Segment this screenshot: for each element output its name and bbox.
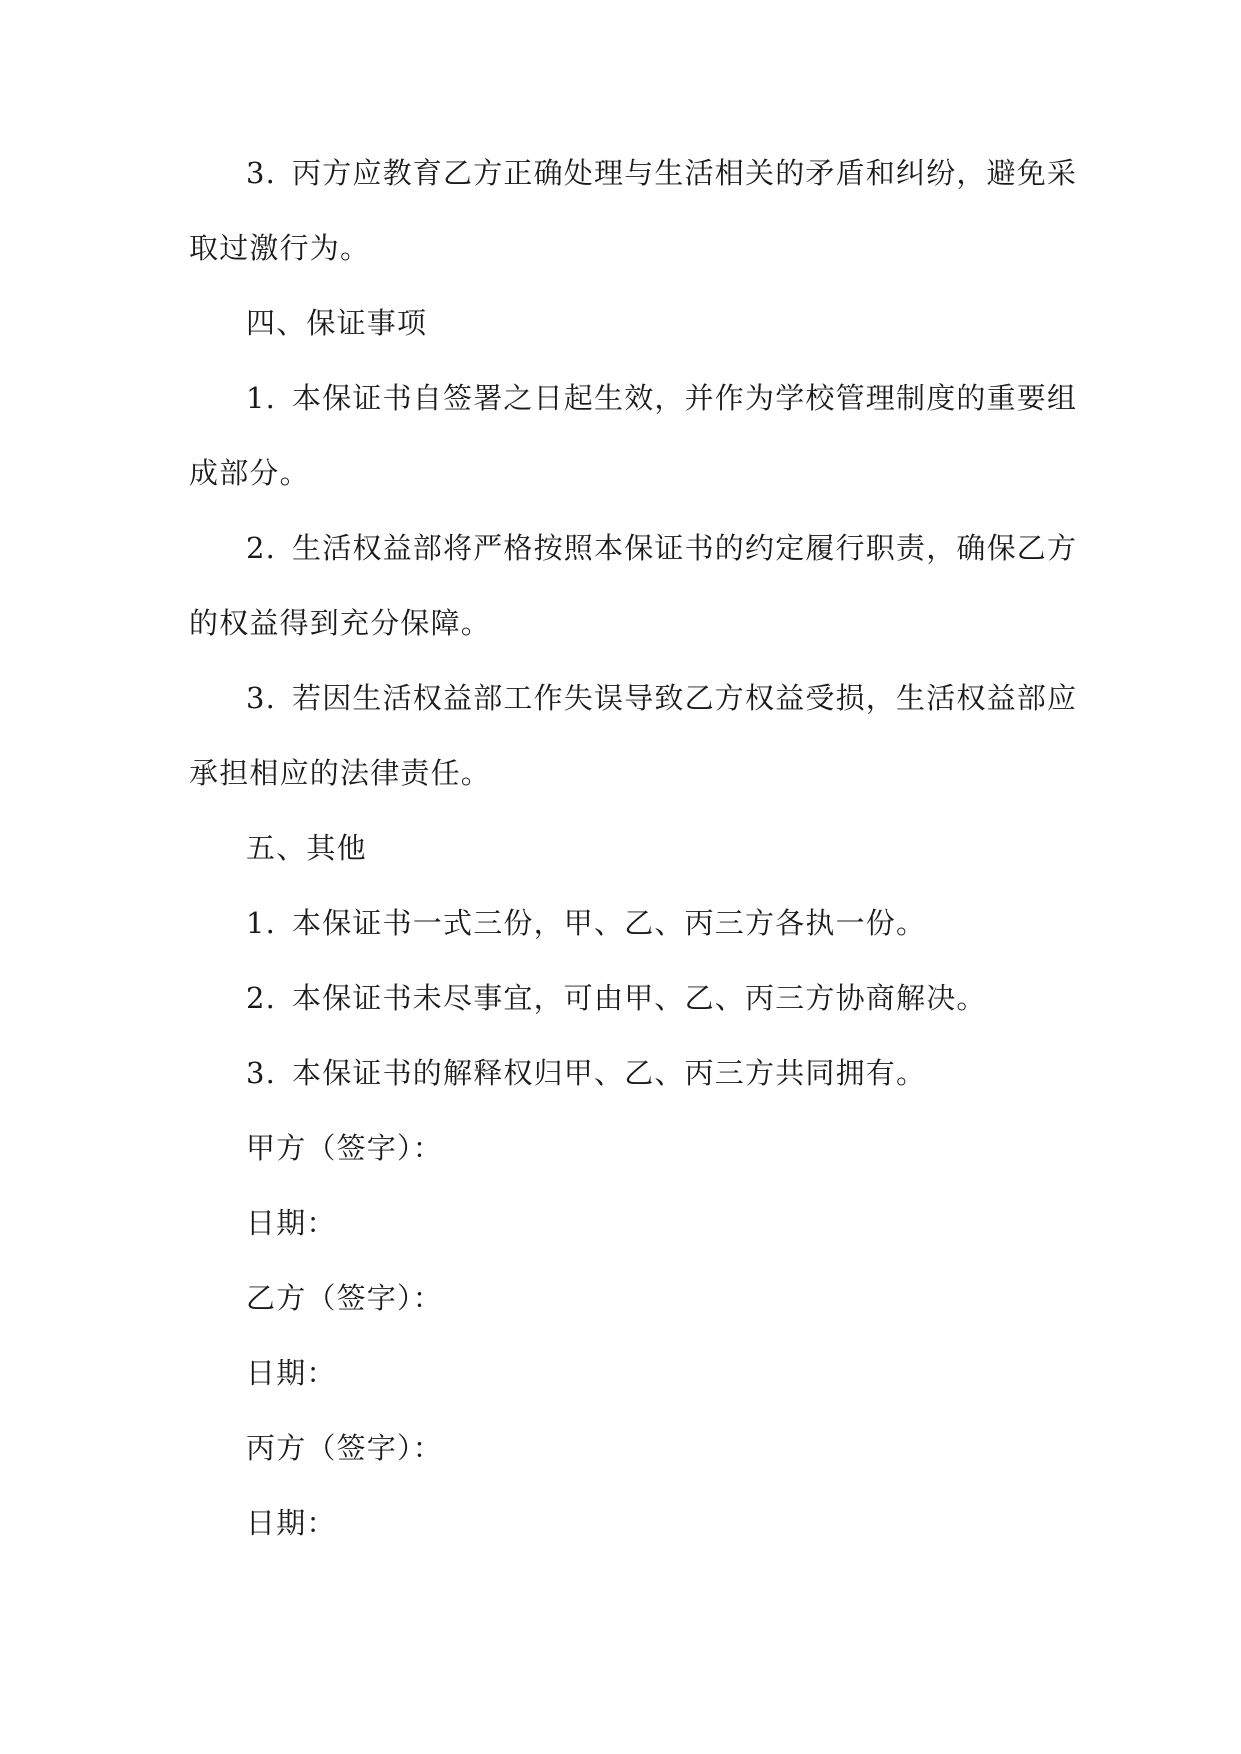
item-number: 2. [246,531,277,565]
item-number: 3. [246,681,277,715]
section3-item3-line1 [246,153,1077,193]
signature-party-c [246,1428,443,1468]
item-text-continued: 的权益得到充分保障。 [189,606,492,640]
item-number: 3. [246,1056,277,1090]
section5-item1 [246,903,926,943]
section4-item3-line1 [246,678,1077,718]
section4-item2-line2 [189,603,491,643]
section5-item2 [246,978,987,1018]
item-text: 若因生活权益部工作失误导致乙方权益受损，生活权益部应 [292,681,1078,715]
item-text: 本保证书一式三份，甲、乙、丙三方各执一份。 [292,906,927,940]
item-text-continued: 承担相应的法律责任。 [189,756,492,790]
heading-text: 四、保证事项 [246,306,428,340]
date-label: 日期： [246,1506,337,1540]
heading-text: 五、其他 [246,831,367,865]
section5-heading [246,828,367,868]
section4-item3-line2 [189,753,491,793]
signature-label: 甲方（签字）： [246,1131,443,1165]
date-label: 日期： [246,1206,337,1240]
section4-item1-line1 [246,378,1077,418]
item-text: 生活权益部将严格按照本保证书的约定履行职责，确保乙方 [292,531,1078,565]
signature-date-b [246,1353,337,1393]
item-text: 丙方应教育乙方正确处理与生活相关的矛盾和纠纷，避免采 [292,156,1078,190]
item-text: 本保证书未尽事宜，可由甲、乙、丙三方协商解决。 [292,981,987,1015]
section4-item1-line2 [189,453,310,493]
item-number: 1. [246,906,277,940]
section4-heading [246,303,427,343]
section3-item3-line2 [189,228,370,268]
item-text: 本保证书自签署之日起生效，并作为学校管理制度的重要组 [292,381,1078,415]
signature-date-c [246,1503,337,1543]
item-number: 1. [246,381,277,415]
item-text-continued: 取过激行为。 [189,231,371,265]
item-number: 3. [246,156,277,190]
item-number: 2. [246,981,277,1015]
signature-date-a [246,1203,337,1243]
signature-label: 丙方（签字）： [246,1431,443,1465]
signature-party-a [246,1128,443,1168]
signature-party-b [246,1278,443,1318]
section4-item2-line1 [246,528,1077,568]
signature-label: 乙方（签字）： [246,1281,443,1315]
item-text: 本保证书的解释权归甲、乙、丙三方共同拥有。 [292,1056,927,1090]
date-label: 日期： [246,1356,337,1390]
section5-item3 [246,1053,926,1093]
item-text-continued: 成部分。 [189,456,310,490]
